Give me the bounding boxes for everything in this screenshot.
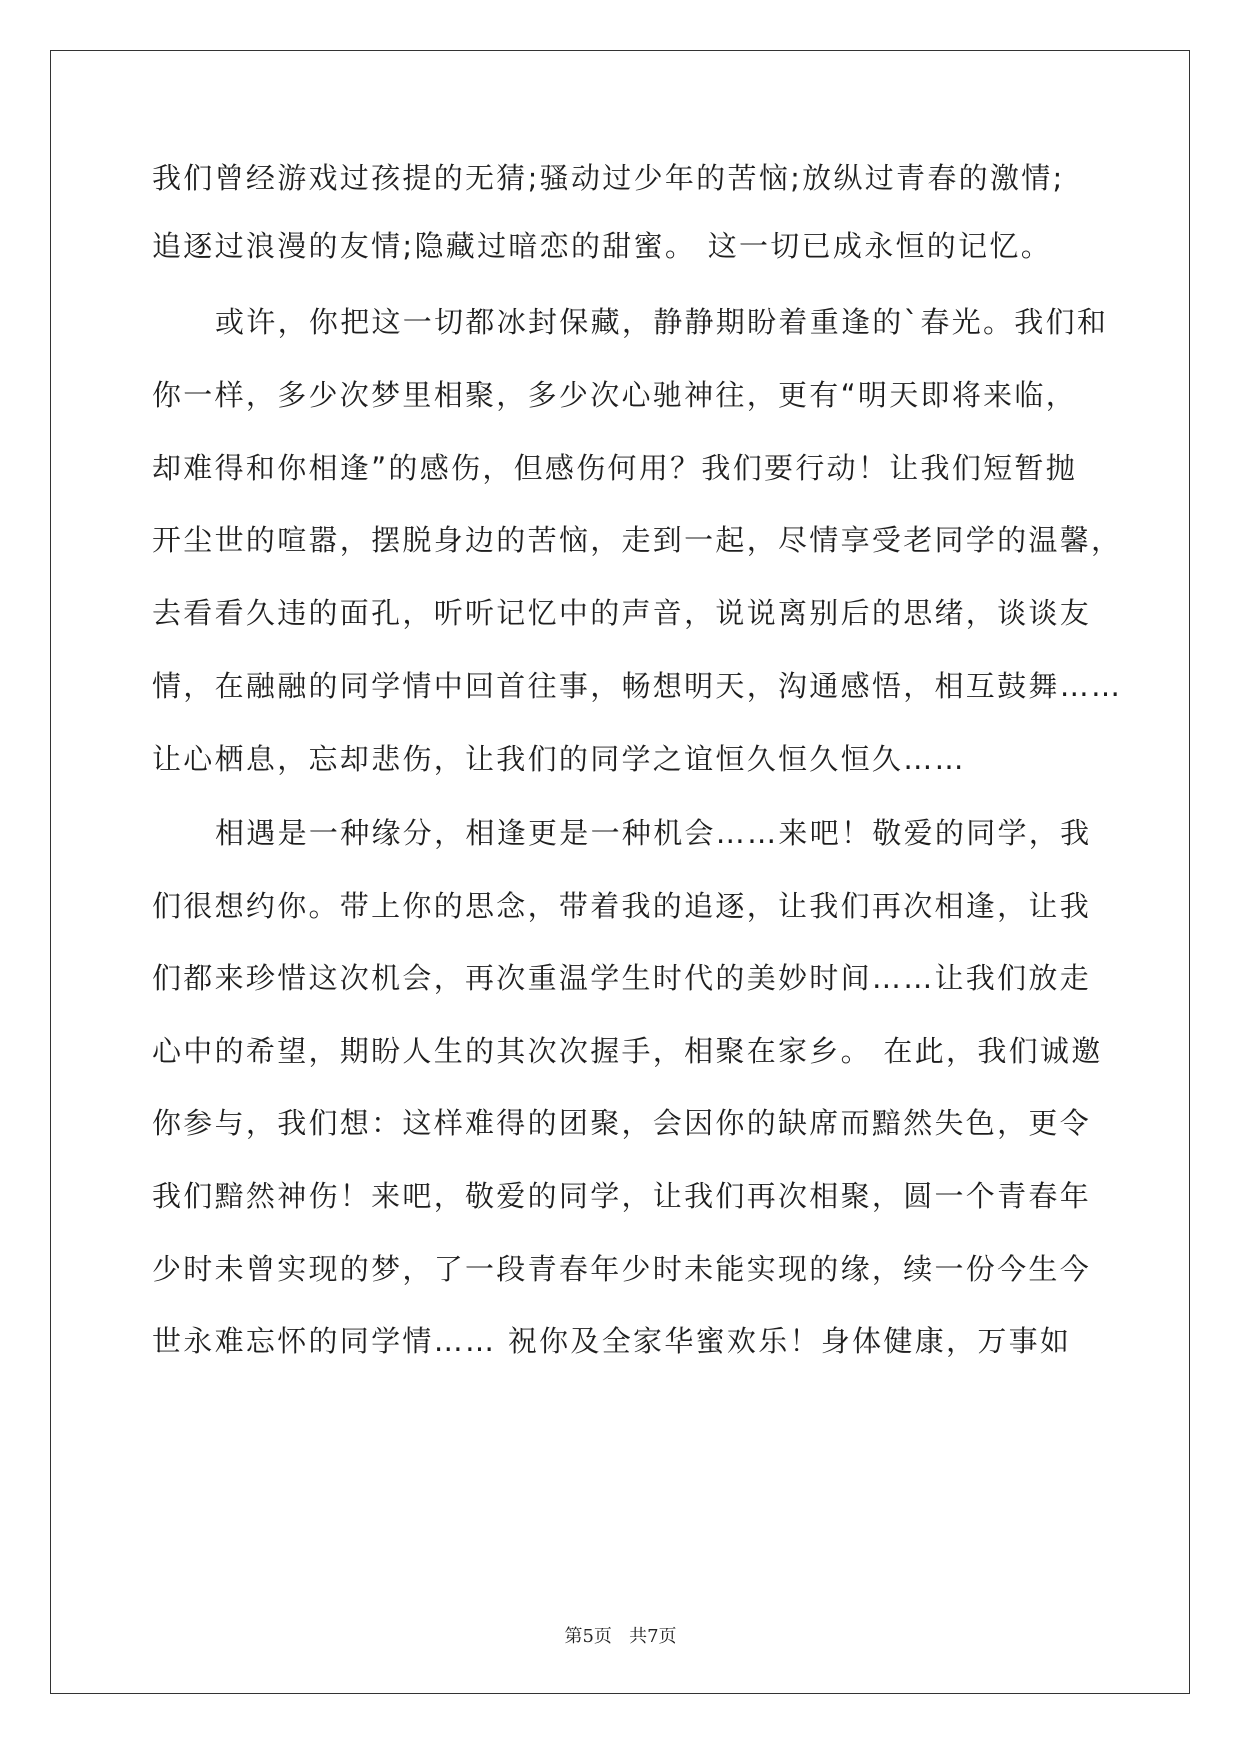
text-line: 世永难忘怀的同学情…… 祝你及全家华蜜欢乐！身体健康，万事如 <box>152 1324 1072 1358</box>
text-line: 你一样，多少次梦里相聚，多少次心驰神往，更有“明天即将来临， <box>152 378 1078 412</box>
page-border <box>50 50 1190 1694</box>
text-line: 情，在融融的同学情中回首往事，畅想明天，沟通感悟，相互鼓舞…… <box>152 669 1123 703</box>
text-line: 开尘世的喧嚣，摆脱身边的苦恼，走到一起，尽情享受老同学的温馨， <box>152 523 1123 557</box>
text-line: 我们黯然神伤！来吧，敬爱的同学，让我们再次相聚，圆一个青春年 <box>152 1179 1092 1213</box>
paragraph-start-line: 相遇是一种缘分，相逢更是一种机会……来吧！敬爱的同学，我 <box>215 816 1092 850</box>
text-line: 让心栖息，忘却悲伤，让我们的同学之谊恒久恒久恒久…… <box>152 742 966 776</box>
text-line: 少时未曾实现的梦，了一段青春年少时未能实现的缘，续一份今生今 <box>152 1252 1092 1286</box>
text-line: 心中的希望，期盼人生的其次次握手，相聚在家乡。 在此，我们诚邀 <box>152 1034 1103 1068</box>
text-line: 你参与，我们想：这样难得的团聚，会因你的缺席而黯然失色，更令 <box>152 1106 1092 1140</box>
text-line: 们都来珍惜这次机会，再次重温学生时代的美妙时间……让我们放走 <box>152 961 1092 995</box>
text-line: 们很想约你。带上你的思念，带着我的追逐，让我们再次相逢，让我 <box>152 889 1092 923</box>
text-line: 我们曾经游戏过孩提的无猜;骚动过少年的苦恼;放纵过青春的激情; <box>152 161 1065 195</box>
paragraph-start-line: 或许，你把这一切都冰封保藏，静静期盼着重逢的`春光。我们和 <box>215 305 1109 339</box>
text-line: 却难得和你相逢”的感伤，但感伤何用？我们要行动！让我们短暂抛 <box>152 451 1078 485</box>
page-number-footer: 第5页 共7页 <box>564 1626 677 1647</box>
text-line: 去看看久违的面孔，听听记忆中的声音，说说离别后的思绪，谈谈友 <box>152 596 1092 630</box>
text-line: 追逐过浪漫的友情;隐藏过暗恋的甜蜜。 这一切已成永恒的记忆。 <box>152 229 1052 263</box>
